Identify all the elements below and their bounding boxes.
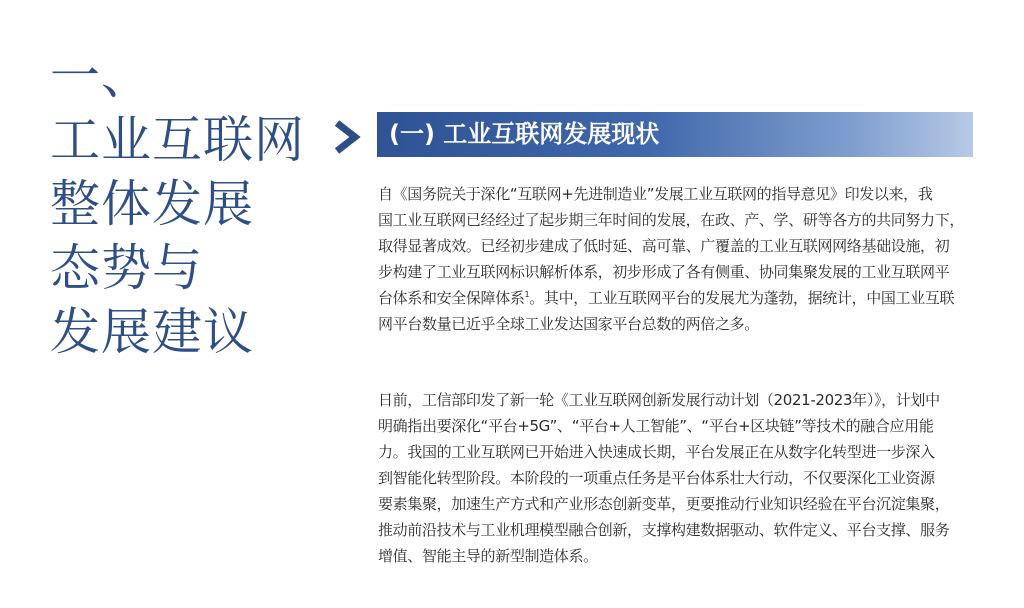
footnote-marker[interactable]: 1 [524, 290, 530, 299]
chapter-title-line: 发展建议 [50, 303, 254, 361]
paragraph-line: 力。我国的工业互联网已开始进入快速成长期，平台发展正在从数字化转型进一步深入 [378, 443, 935, 461]
chapter-title-line: 一、 [50, 47, 152, 105]
paragraph-line: 步构建了工业互联网标识解析体系，初步形成了各有侧重、协同集聚发展的工业互联网平 [378, 263, 950, 281]
chapter-title [50, 44, 305, 364]
paragraph-line: 自《国务院关于深化“互联网+先进制造业”发展工业互联网的指导意见》印发以来，我 [378, 185, 933, 203]
chapter-title-line: 工业互联网 [50, 111, 305, 169]
paragraph-line: 取得显著成效。已经初步建成了低时延、高可靠、广覆盖的工业互联网网络基础设施，初 [378, 237, 950, 255]
section-heading-bar [377, 112, 973, 157]
paragraph-line: 推动前沿技术与工业机理模型融合创新，支撑构建数据驱动、软件定义、平台支撑、服务 [378, 521, 950, 539]
paragraph-line: 日前，工信部印发了新一轮《工业互联网创新发展行动计划（2021-2023年）》，计划中 [378, 391, 940, 409]
chapter-title-line: 整体发展 [50, 175, 254, 233]
paragraph-text: 台体系和安全保障体系 [378, 289, 525, 307]
chapter-title-line: 态势与 [50, 239, 203, 297]
section-heading: (一) 工业互联网发展现状 [389, 120, 660, 148]
paragraph-text: 。其中，工业互联网平台的发展尤为蓬勃，据统计，中国工业互联 [529, 289, 955, 307]
paragraph-line: 网平台数量已近乎全球工业发达国家平台总数的两倍之多。 [378, 315, 759, 333]
paragraph-line: 明确指出要深化“平台+5G”、“平台+人工智能”、“平台+区块链”等技术的融合应用能 [378, 417, 934, 435]
chevron-right-icon [330, 120, 364, 154]
body-paragraph-2 [378, 387, 976, 569]
paragraph-line: 国工业互联网已经经过了起步期三年时间的发展，在政、产、学、研等各方的共同努力下， [378, 211, 965, 229]
body-paragraph-1 [378, 181, 976, 337]
paragraph-line [378, 285, 976, 311]
paragraph-line: 到智能化转型阶段。本阶段的一项重点任务是平台体系壮大行动，不仅要深化工业资源 [378, 469, 935, 487]
paragraph-line: 要素集聚，加速生产方式和产业形态创新变革，更要推动行业知识经验在平台沉淀集聚， [378, 495, 950, 513]
paragraph-line: 增值、智能主导的新型制造体系。 [378, 547, 598, 565]
